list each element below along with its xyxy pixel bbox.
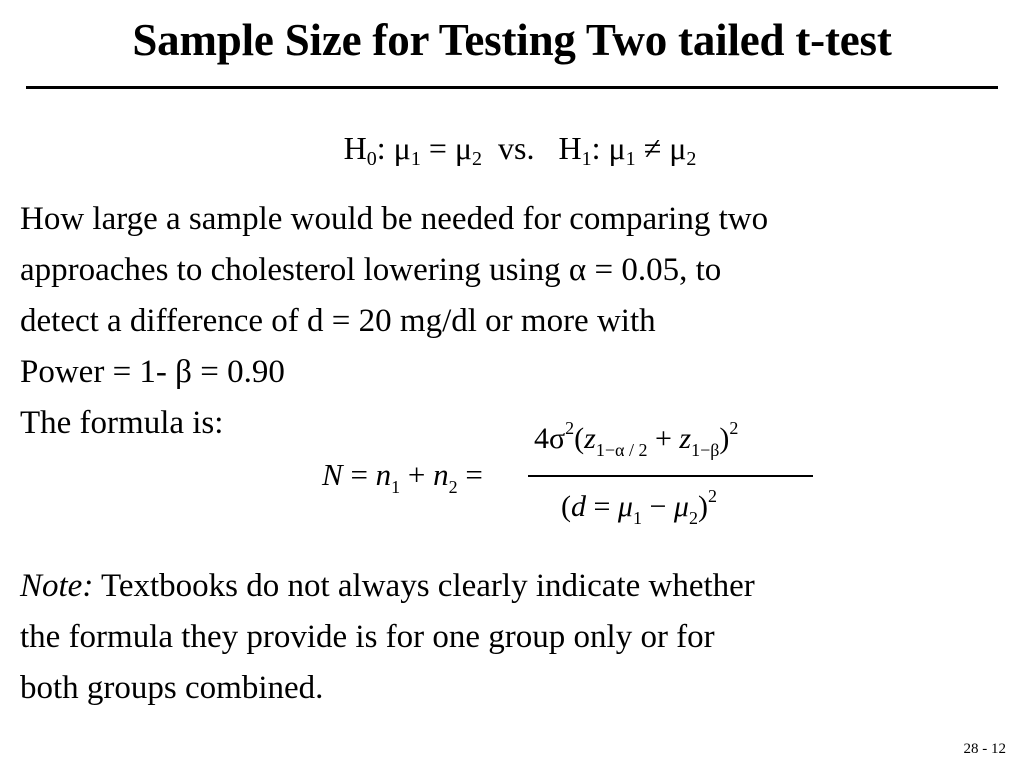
slide-title: Sample Size for Testing Two tailed t-test xyxy=(132,15,892,65)
formula-n1-subscript: 1 xyxy=(391,477,401,497)
h1-mu1: : μ xyxy=(591,130,626,166)
body-line: How large a sample would be needed for comparing two xyxy=(20,201,769,237)
formula-plus: + xyxy=(400,457,434,492)
h1-not-equal-mu2: ≠ μ xyxy=(635,130,687,166)
denominator-exponent: 2 xyxy=(707,486,717,506)
note-line xyxy=(20,561,1020,612)
close-paren: ) xyxy=(719,422,730,455)
den-mu2-subscript: 2 xyxy=(688,508,698,528)
formula-N: N xyxy=(322,457,343,492)
body-line: approaches to cholesterol lowering using α = 0.05, to xyxy=(20,252,722,288)
h1-subscript: 1 xyxy=(581,148,592,170)
formula-n2: n xyxy=(433,457,449,492)
note-label: Note: xyxy=(20,568,94,604)
den-mu1-subscript: 1 xyxy=(632,508,642,528)
h1-mu2-subscript: 2 xyxy=(686,148,697,170)
formula-n2-subscript: 2 xyxy=(448,477,458,497)
h0-equals-mu2: = μ xyxy=(420,130,473,166)
h0-subscript: 0 xyxy=(366,148,377,170)
slide-number: 28 - 12 xyxy=(963,741,1006,757)
den-minus: − xyxy=(641,490,674,523)
numerator-exponent: 2 xyxy=(729,418,739,438)
formula-equals: = xyxy=(342,457,376,492)
h1-mu1-subscript: 1 xyxy=(625,148,636,170)
formula-lhs xyxy=(322,455,491,495)
formula-numerator xyxy=(534,419,738,459)
note-text: Textbooks do not always clearly indicate whether xyxy=(93,568,755,604)
z-alpha-subscript: 1−α / 2 xyxy=(595,440,648,460)
formula-denominator xyxy=(561,487,717,527)
numerator-coefficient: 4σ xyxy=(534,422,566,455)
title-divider xyxy=(26,86,998,89)
versus-text: vs. xyxy=(482,130,559,166)
formula-n1: n xyxy=(375,457,392,492)
z-alpha: z xyxy=(584,422,596,455)
note-line: both groups combined. xyxy=(20,670,324,706)
hypotheses xyxy=(0,128,1024,168)
open-paren: ( xyxy=(574,422,585,455)
formula-equals: = xyxy=(457,457,491,492)
note-line: the formula they provide is for one group only or for xyxy=(20,619,715,655)
h1-label: H xyxy=(558,130,582,166)
body-line: detect a difference of d = 20 mg/dl or more with xyxy=(20,303,656,339)
den-equals: = xyxy=(586,490,618,523)
h0-mu2-subscript: 2 xyxy=(472,148,483,170)
sigma-exponent: 2 xyxy=(565,418,575,438)
fraction-bar xyxy=(528,475,813,477)
body-line: Power = 1- β = 0.90 xyxy=(20,354,285,390)
h0-label: H xyxy=(343,130,367,166)
numerator-plus: + xyxy=(647,422,680,455)
question-text xyxy=(20,194,1020,449)
note-paragraph xyxy=(20,561,1020,714)
den-mu1: μ xyxy=(617,490,633,523)
den-open-paren: ( xyxy=(561,490,571,523)
den-close-paren: ) xyxy=(697,490,708,523)
den-d: d xyxy=(571,490,586,523)
h0-mu1-subscript: 1 xyxy=(410,148,421,170)
z-beta-subscript: 1−β xyxy=(691,440,720,460)
den-mu2: μ xyxy=(673,490,689,523)
z-beta: z xyxy=(679,422,692,455)
body-line: The formula is: xyxy=(20,405,224,441)
h0-mu1: : μ xyxy=(376,130,411,166)
